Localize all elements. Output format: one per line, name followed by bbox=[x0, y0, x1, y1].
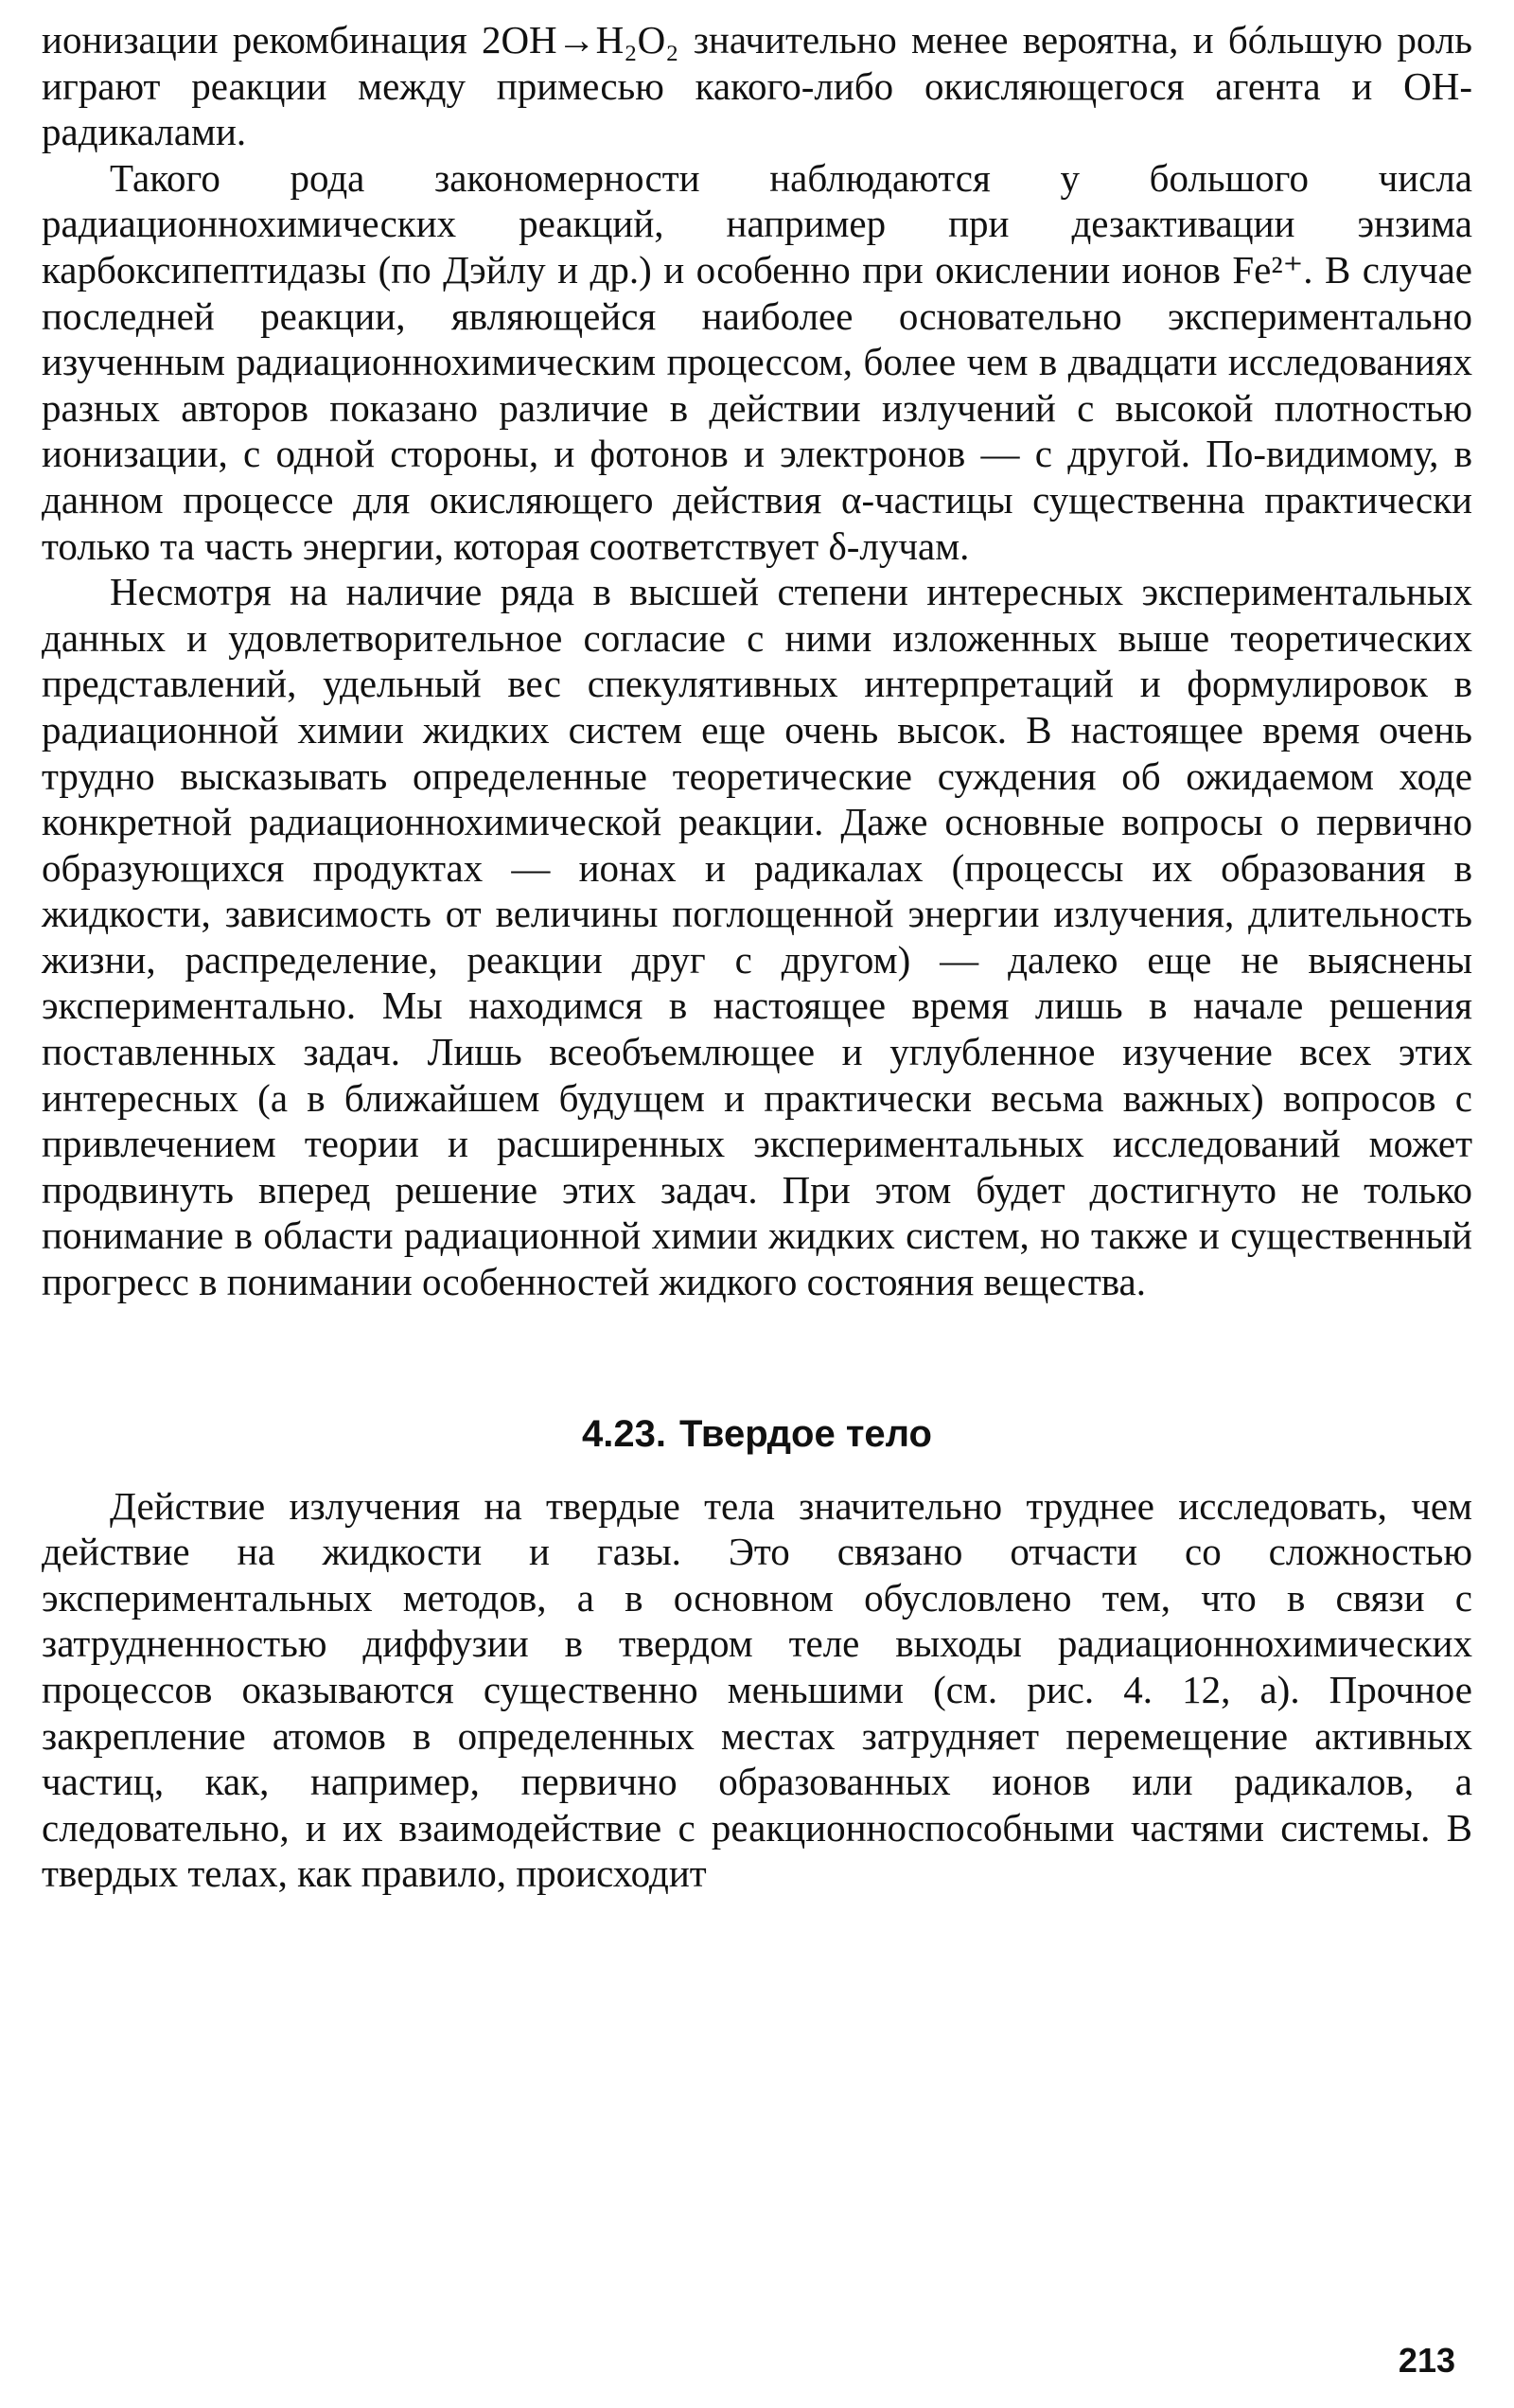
paragraph-solid-body: Действие излучения на твердые тела значительно труднее исследовать, чем действие на жидкости и газы. Это связано отчасти со сложностью экспериментальных методов, а в основном обусловлено тем, что в связи с затрудненностью диффузии в твердом теле выходы радиационнохимических процессов оказываются существенно меньшими (см. рис. 4. 12, а). Прочное закрепление атомов в определенных местах затрудняет перемещение активных частиц, как, например, первично образованных ионов или радикалов, а следовательно, и их взаимодействие с реакционноспособными частями системы. В твердых телах, как правило, происходит bbox=[42, 1483, 1472, 1896]
section-heading bbox=[42, 1409, 1472, 1459]
page-number: 213 bbox=[1398, 2341, 1455, 2380]
section-title: Твердое тело bbox=[678, 1412, 932, 1455]
page bbox=[42, 17, 1472, 2383]
section-number: 4.23. bbox=[582, 1412, 666, 1455]
paragraph-despite: Несмотря на наличие ряда в высшей степени интересных экспериментальных данных и удовлетворительное согласие с ними изложенных выше теоретических представлений, удельный вес спекулятивных интерпретаций и формулировок в радиационной химии жидких систем еще очень высок. В настоящее время очень трудно высказывать определенные теоретические суждения об ожидаемом ходе конкретной радиационнохимической реакции. Даже основные вопросы о первично образующихся продуктах — ионах и радикалах (процессы их образования в жидкости, зависимость от величины поглощенной энергии излучения, длительность жизни, распределение, реакции друг с другом) — далеко еще не выяснены экспериментально. Мы находимся в настоящее время лишь в начале решения поставленных задач. Лишь всеобъемлющее и углубленное изучение всех этих интересных (а в ближайшем будущем и практически весьма важных) вопросов с привлечением теории и расширенных экспериментальных исследований может продвинуть вперед решение этих задач. При этом будет достигнуто не только понимание в области радиационной химии жидких систем, но также и существенный прогресс в понимании особенностей жидкого состояния вещества. bbox=[42, 570, 1472, 1304]
paragraph-continued: ионизации рекомбинация 2OH→H₂O₂ значительно менее вероятна, и бóльшую роль играют реакции между примесью какого-либо окисляющегося агента и OH-радикалами. bbox=[42, 18, 1472, 154]
paragraph-regularities: Такого рода закономерности наблюдаются у большого числа радиационнохимических реакций, например при дезактивации энзима карбоксипептидазы (по Дэйлу и др.) и особенно при окислении ионов Fe²⁺. В случае последней реакции, являющейся наиболее основательно экспериментально изученным радиационнохимическим процессом, более чем в двадцати исследованиях разных авторов показано различие в действии излучений с высокой плотностью ионизации, с одной стороны, и фотонов и электронов — с другой. По-видимому, в данном процессе для окисляющего действия α-частицы существенна практически только та часть энергии, которая соответствует δ-лучам. bbox=[42, 155, 1472, 568]
